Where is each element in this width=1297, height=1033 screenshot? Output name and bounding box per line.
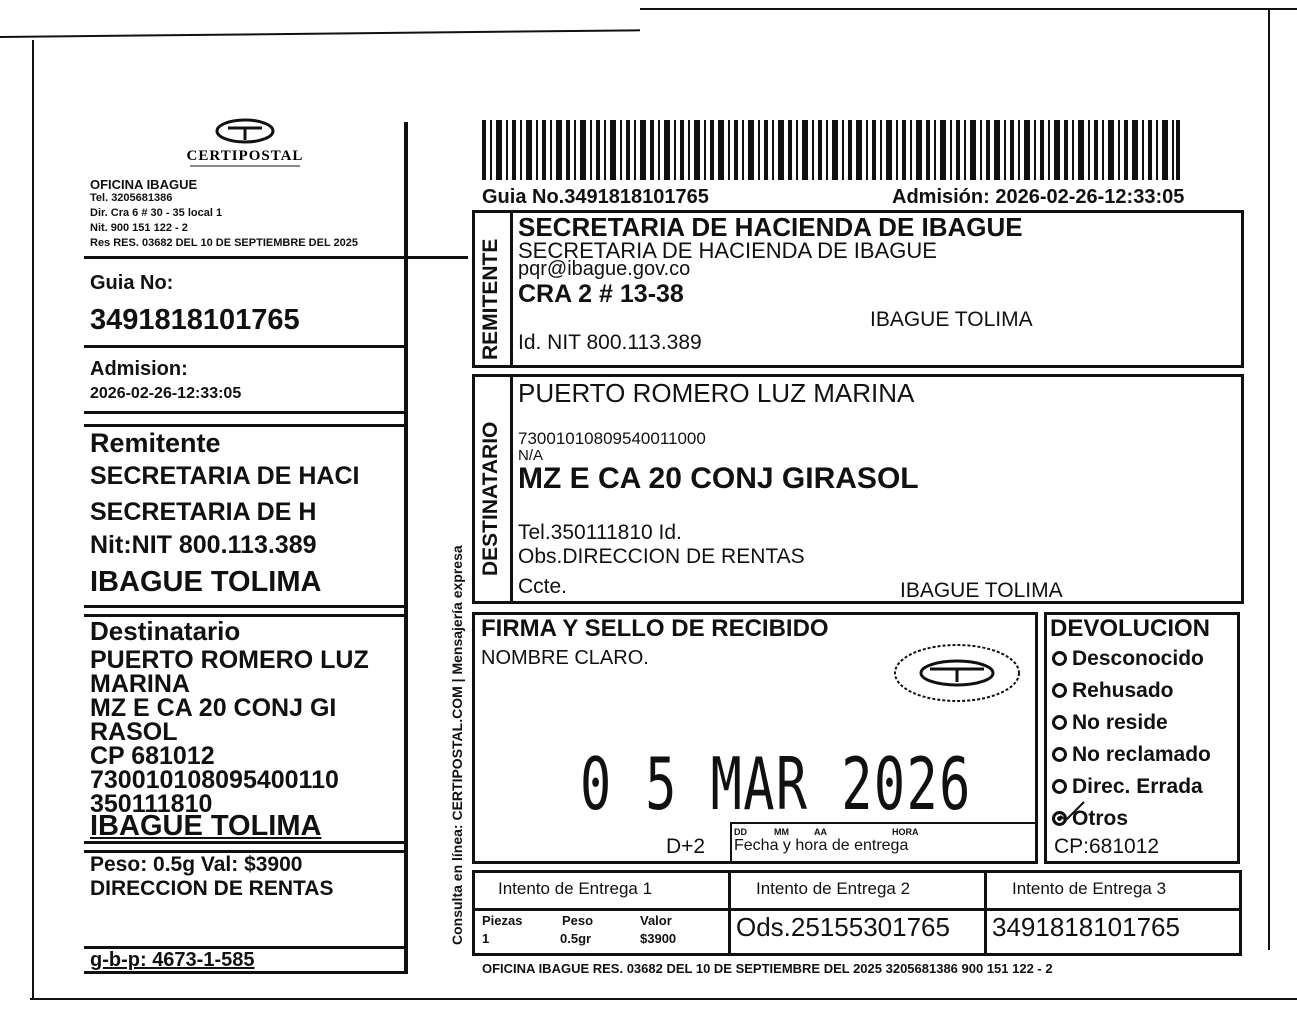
d2-label: D+2 xyxy=(666,835,706,858)
footer-text: OFICINA IBAGUE RES. 03682 DEL 10 DE SEPTIEMBRE DEL 2025 3205681386 900 151 122 - 2 xyxy=(482,961,1053,976)
intentos-col-divider-2 xyxy=(984,870,987,956)
peso-value: 0.5gr xyxy=(560,931,592,946)
dest-code: 73001010809540011000 xyxy=(518,429,706,448)
devolucion-option-desconocido[interactable] xyxy=(1052,648,1204,669)
rem-email: pqr@ibague.gov.co xyxy=(518,258,691,280)
dest-ccte: Ccte. xyxy=(518,575,568,598)
barcode xyxy=(482,120,1182,180)
remitente-label: REMITENTE xyxy=(479,238,502,360)
intento-2: Intento de Entrega 2 xyxy=(756,879,911,898)
office-tel: Tel. 3205681386 xyxy=(90,192,173,204)
office-res: Res RES. 03682 DEL 10 DE SEPTIEMBRE DEL 2025 xyxy=(90,237,358,249)
dest-line3: MZ E CA 20 CONJ GI xyxy=(90,694,337,722)
cp-value: CP:681012 xyxy=(1054,835,1160,858)
rem-address: CRA 2 # 13-38 xyxy=(518,280,684,308)
hora-label: HORA xyxy=(892,827,919,837)
stamp-date: 0 5 MAR 2026 xyxy=(580,742,972,826)
remitente-line2: SECRETARIA DE H xyxy=(90,498,317,526)
devolucion-option-rehusado[interactable] xyxy=(1052,680,1174,701)
dest-address: MZ E CA 20 CONJ GIRASOL xyxy=(518,462,919,495)
admision-top: Admisión: 2026-02-26-12:33:05 xyxy=(892,186,1185,208)
side-text: Consulta en línea: CERTIPOSTAL.COM | Mensajería expresa xyxy=(449,545,465,945)
option-label: Otros xyxy=(1072,807,1129,830)
admision-value: 2026-02-26-12:33:05 xyxy=(90,385,242,402)
ods-number: Ods.25155301765 xyxy=(736,912,950,942)
radio-icon xyxy=(1052,651,1067,666)
radio-icon xyxy=(1052,715,1067,730)
peso-label: Peso xyxy=(562,913,594,928)
dest-line7: 350111810 xyxy=(90,790,213,818)
destinatario-label: DESTINATARIO xyxy=(479,421,502,576)
remitente-title: Remitente xyxy=(90,428,221,458)
destinatario-label-divider xyxy=(510,374,513,604)
page-bottom-edge xyxy=(30,998,1297,1000)
guia-number: 3491818101765 xyxy=(90,304,300,336)
rem-id: Id. NIT 800.113.389 xyxy=(518,331,702,354)
receipt-stamp-icon xyxy=(892,642,1022,704)
destinatario-title: Destinatario xyxy=(90,616,241,646)
radio-icon xyxy=(1052,683,1067,698)
office-nit: Nit. 900 151 122 - 2 xyxy=(90,222,188,234)
dest-line5: CP 681012 xyxy=(90,742,215,770)
intentos-col-divider-1 xyxy=(728,870,731,956)
option-label: Rehusado xyxy=(1072,679,1174,702)
dest-na: N/A xyxy=(518,447,544,464)
peso-val: Peso: 0.5g Val: $3900 xyxy=(90,853,303,876)
option-label: Direc. Errada xyxy=(1072,775,1203,798)
admision-label: Admision: xyxy=(90,358,188,380)
rem-name2: SECRETARIA DE HACIENDA DE IBAGUE xyxy=(518,238,937,263)
option-label: Desconocido xyxy=(1072,647,1204,670)
remitente-city: IBAGUE TOLIMA xyxy=(90,566,322,598)
intento-1: Intento de Entrega 1 xyxy=(498,879,653,898)
guia-bottom: 3491818101765 xyxy=(992,912,1180,942)
valor-value: $3900 xyxy=(640,931,677,946)
dest-line4: RASOL xyxy=(90,718,178,746)
devolucion-title: DEVOLUCION xyxy=(1050,615,1211,642)
devolucion-option-direc-errada[interactable] xyxy=(1052,776,1203,797)
radio-icon xyxy=(1052,747,1067,762)
intentos-row-divider xyxy=(472,908,1242,911)
page-left-edge xyxy=(32,40,34,1000)
dest-name: PUERTO ROMERO LUZ MARINA xyxy=(518,378,915,408)
dest-tel: Tel.350111810 Id. xyxy=(518,521,682,544)
svg-text:CERTIPOSTAL: CERTIPOSTAL xyxy=(186,148,304,164)
obs-text: DIRECCION DE RENTAS xyxy=(90,877,334,900)
dest-line2: MARINA xyxy=(90,670,190,698)
brand-logo xyxy=(160,116,330,172)
page-right-edge xyxy=(1268,10,1270,950)
firma-title: FIRMA Y SELLO DE RECIBIDO xyxy=(481,615,829,642)
valor-label: Valor xyxy=(640,913,672,928)
dest-obs: Obs.DIRECCION DE RENTAS xyxy=(518,545,805,568)
remitente-nit: Nit:NIT 800.113.389 xyxy=(90,531,317,559)
guia-label: Guia No: xyxy=(90,272,174,294)
piezas-label: Piezas xyxy=(482,913,523,928)
devolucion-option-no-reside[interactable] xyxy=(1052,712,1168,733)
office-dir: Dir. Cra 6 # 30 - 35 local 1 xyxy=(90,207,223,219)
office-name: OFICINA IBAGUE xyxy=(90,177,198,192)
radio-icon xyxy=(1052,779,1067,794)
divider xyxy=(84,256,468,259)
dest-line6: 730010108095400110 xyxy=(90,766,339,794)
rem-name1: SECRETARIA DE HACIENDA DE IBAGUE xyxy=(518,212,1023,242)
gbp-text: g-b-p: 4673-1-585 xyxy=(90,949,255,971)
piezas-value: 1 xyxy=(482,931,490,946)
fecha-hora-label: Fecha y hora de entrega xyxy=(734,837,909,854)
devolucion-option-no-reclamado[interactable] xyxy=(1052,744,1211,765)
aa-label: AA xyxy=(814,827,827,837)
check-mark-icon xyxy=(1058,800,1086,822)
remitente-line1: SECRETARIA DE HACI xyxy=(90,462,360,490)
dest-city: IBAGUE TOLIMA xyxy=(90,810,322,842)
option-label: No reside xyxy=(1072,711,1168,734)
dest-city-right: IBAGUE TOLIMA xyxy=(900,579,1063,602)
remitente-label-divider xyxy=(510,210,513,368)
page-top-edge xyxy=(0,29,640,38)
dest-line1: PUERTO ROMERO LUZ xyxy=(90,646,369,674)
nombre-claro: NOMBRE CLARO. xyxy=(481,647,649,669)
mm-label: MM xyxy=(774,827,789,837)
rem-city: IBAGUE TOLIMA xyxy=(870,308,1033,331)
dd-label: DD xyxy=(734,827,747,837)
guia-top: Guia No.3491818101765 xyxy=(482,186,709,208)
option-label: No reclamado xyxy=(1072,743,1211,766)
page-top-edge-right xyxy=(640,8,1297,10)
intento-3: Intento de Entrega 3 xyxy=(1012,879,1167,898)
